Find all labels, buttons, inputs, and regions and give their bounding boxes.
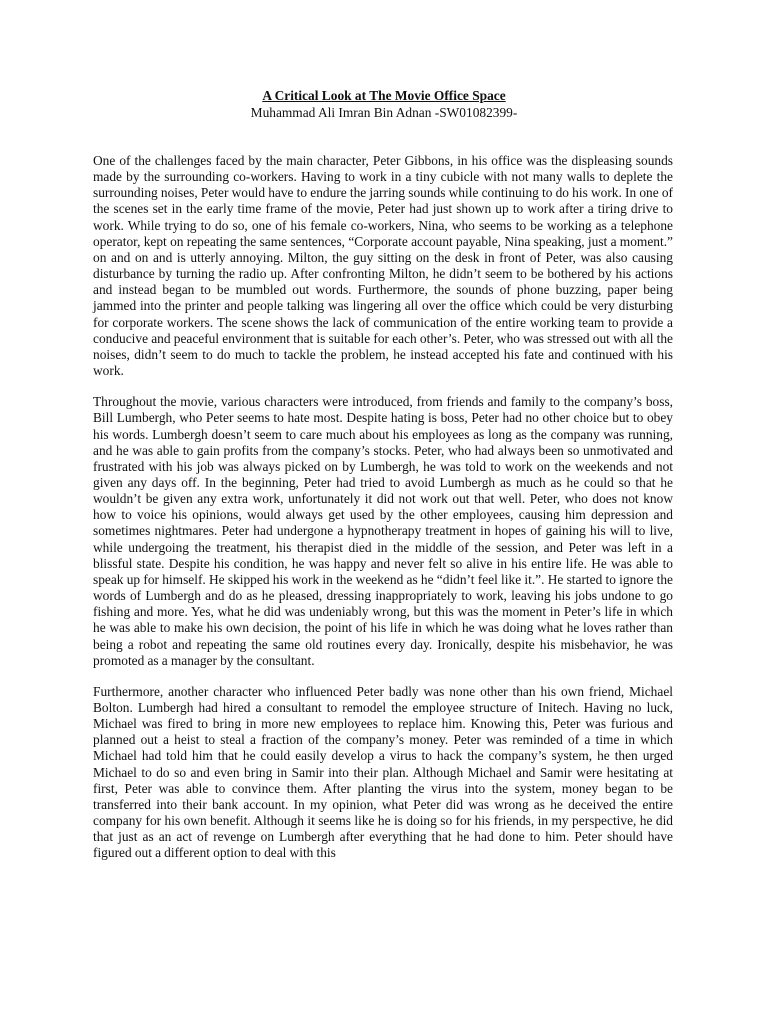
paragraph-1: One of the challenges faced by the main character, Peter Gibbons, in his office was the displeasing sounds made by the surrounding co-workers. Having to work in a tiny cubicle with not many walls to deplete the surrounding noises, Peter would have to endure the jarring sounds while continuing to do his work. In one of the scenes set in the early time frame of the movie, Peter had just shown up to work after a tiring drive to work. While trying to do so, one of his female co-workers, Nina, who seems to be working as a telephone operator, kept on repeating the same sentences, “Corporate account payable, Nina speaking, just a moment.” on and on and is utterly annoying. Milton, the guy sitting on the desk in front of Peter, was also causing disturbance by turning the radio up. After confronting Milton, he didn’t seem to be bothered by his actions and instead began to be mumbled out words. Furthermore, the sounds of phone buzzing, paper being jammed into the printer and people talking was lingering all over the office which could be very disturbing for corporate workers. The scene shows the lack of communication of the entire working team to provide a conducive and peaceful environment that is suitable for each other’s. Peter, who was stressed out with all the noises, didn’t seem to do much to tackle the problem, he instead accepted his fate and continued with his work.	[93, 153, 673, 379]
author-line: Muhammad Ali Imran Bin Adnan -SW01082399-	[250, 105, 518, 120]
document-header	[0, 87, 768, 121]
paragraph-2: Throughout the movie, various characters were introduced, from friends and family to the company’s boss, Bill Lumbergh, who Peter seems to hate most. Despite hating is boss, Peter had no other choice but to obey his words. Lumbergh doesn’t seem to care much about his employees as long as the company was running, and he was able to gain profits from the company’s stocks. Peter, who had always been so unmotivated and frustrated with his job was always picked on by Lumbergh, he was told to work on the weekends and not given any days off. In the beginning, Peter had tried to avoid Lumbergh as much as he could so that he wouldn’t be given any extra work, unfortunately it did not work out that well. Peter, who does not know how to voice his opinions, would always get used by the other employees, causing him depression and sometimes nightmares. Peter had undergone a hypnotherapy treatment in hopes of gaining his will to live, while undergoing the treatment, his therapist died in the middle of the session, and Peter was left in a blissful state. Despite his condition, he was happy and never felt so alive in his entire life. He was able to speak up for himself. He skipped his work in the weekend as he “didn’t feel like it.”. He started to ignore the words of Lumbergh and do as he pleased, dressing inappropriately to work, leaving his jobs undone to go fishing and more. Yes, what he did was undeniably wrong, but this was the moment in Peter’s life in which he was able to make his own decision, the point of his life in which he was doing what he loves rather than being a robot and repeating the same old routines every day. Ironically, despite his misbehavior, he was promoted as a manager by the consultant.	[93, 394, 673, 668]
document-title: A Critical Look at The Movie Office Space	[262, 88, 506, 103]
paragraph-3: Furthermore, another character who influenced Peter badly was none other than his own friend, Michael Bolton. Lumbergh had hired a consultant to remodel the employee structure of Initech. Having no luck, Michael was fired to bring in more new employees to replace him. Knowing this, Peter was furious and planned out a heist to steal a fraction of the company’s money. Peter was reminded of a time in which Michael had told him that he could easily develop a virus to hack the company’s system, he then urged Michael to do so and even bring in Samir into their plan. Although Michael and Samir were hesitating at first, Peter was able to convince them. After planting the virus into the system, money began to be transferred into their bank account. In my opinion, what Peter did was wrong as he deceived the entire company for his own benefit. Although it seems like he is doing so for his friends, in my perspective, he did that just as an act of revenge on Lumbergh after everything that he had done to him. Peter should have figured out a different option to deal with this	[93, 683, 673, 861]
document-body	[93, 153, 673, 877]
